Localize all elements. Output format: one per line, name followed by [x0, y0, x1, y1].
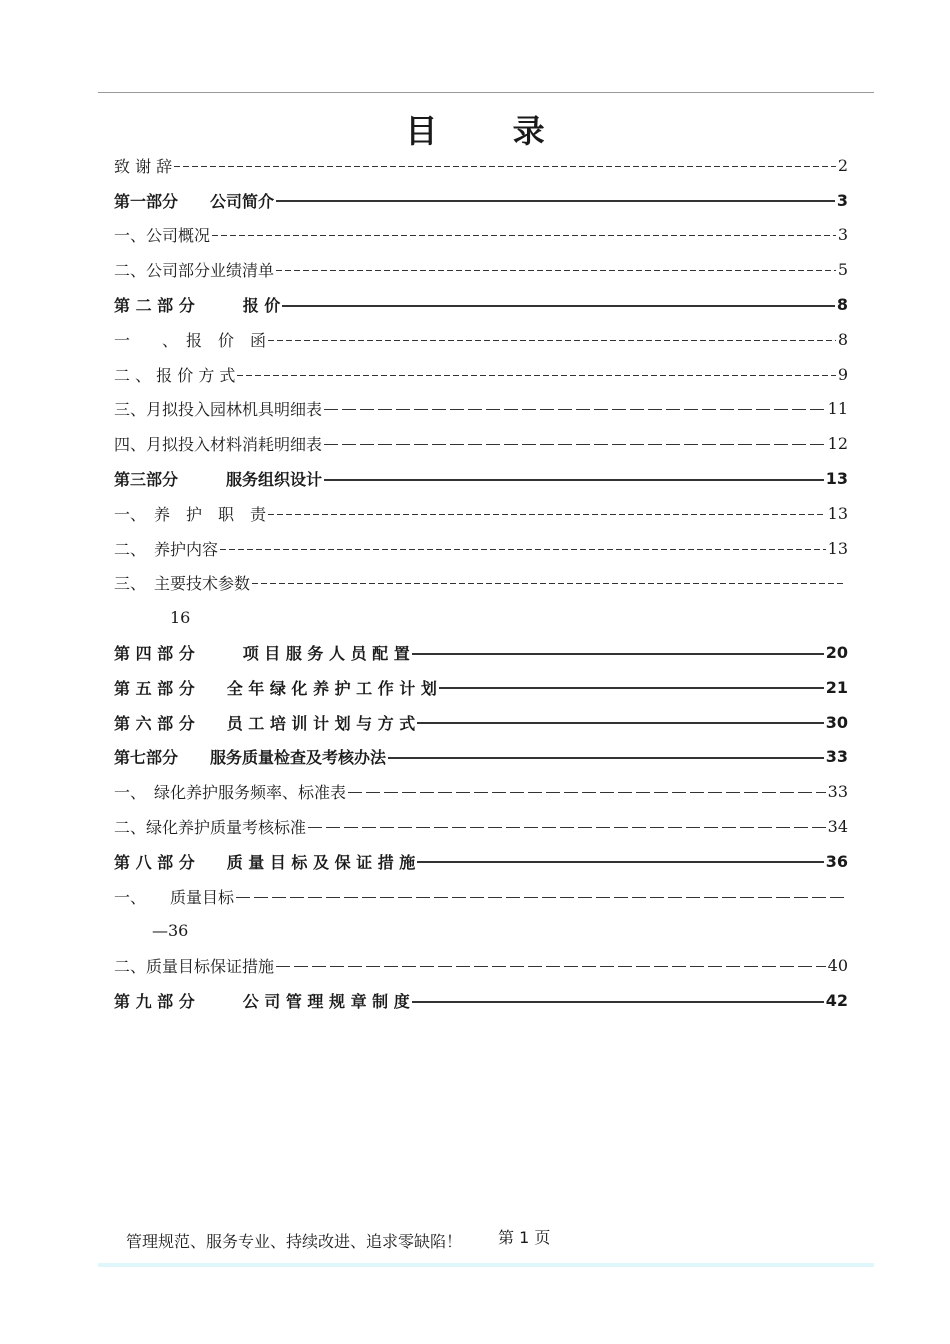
toc-entry-label: 第 六 部 分 员 工 培 训 计 划 与 方 式	[114, 713, 416, 733]
toc-entry-label: 一、 绿化养护服务频率、标准表	[114, 783, 347, 803]
toc-page-number: 2	[837, 155, 848, 175]
toc-leader	[439, 687, 824, 689]
toc-entry-label: —36	[152, 921, 189, 941]
toc-entry	[114, 740, 848, 775]
toc-page-number: 11	[827, 399, 848, 419]
toc-page-number: 3	[836, 190, 848, 210]
toc-leader	[388, 757, 824, 759]
toc-page-number: 42	[825, 991, 848, 1011]
page-title: 目 录	[405, 112, 577, 150]
toc-leader	[412, 1001, 824, 1003]
toc-entry	[114, 879, 848, 914]
toc-entry	[114, 461, 848, 496]
footer-page-number: 第 1 页	[498, 1228, 551, 1247]
toc-leader	[417, 722, 823, 724]
toc-leader	[268, 514, 826, 515]
toc-entry-label: 16	[170, 608, 191, 628]
toc-page-number: 3	[837, 225, 848, 245]
toc-entry	[114, 496, 848, 531]
toc-leader	[252, 583, 846, 584]
toc-entry	[114, 531, 848, 566]
toc-page-number: 21	[825, 677, 848, 697]
toc-entry	[114, 774, 848, 809]
footer-slogan: 管理规范、服务专业、持续改进、追求零缺陷！	[126, 1232, 463, 1251]
toc-entry	[114, 322, 848, 357]
toc-entry-label: 二 、 报 价 方 式	[114, 365, 236, 385]
toc-leader	[268, 340, 836, 341]
toc-page-number: 40	[827, 956, 848, 976]
toc-entry	[114, 844, 848, 879]
toc-leader	[220, 549, 826, 550]
toc-page-number: 13	[827, 538, 848, 558]
toc-page-number: 34	[827, 817, 848, 837]
toc-leader	[324, 444, 826, 445]
toc-entry	[114, 357, 848, 392]
toc-leader	[282, 305, 835, 307]
toc-entry-label: 第 二 部 分 报 价	[114, 296, 281, 316]
toc-entry-label: 一、 质量目标	[114, 887, 235, 907]
toc-page-number: 20	[825, 643, 848, 663]
toc-entry-label: 四、月拟投入材料消耗明细表	[114, 435, 323, 455]
toc-leader	[237, 375, 835, 376]
toc-entry	[114, 983, 848, 1018]
toc-entry	[114, 392, 848, 427]
toc-entry	[114, 948, 848, 983]
toc-entry-label: 一 、 报 价 函	[114, 330, 267, 350]
toc-entry	[114, 148, 848, 183]
table-of-contents	[114, 148, 848, 1018]
toc-page-number: 9	[837, 364, 848, 384]
toc-entry-label: 二、公司部分业绩清单	[114, 261, 275, 281]
toc-entry-label: 致 谢 辞	[114, 156, 173, 176]
toc-entry	[114, 705, 848, 740]
toc-entry-label: 第 五 部 分 全 年 绿 化 养 护 工 作 计 划	[114, 678, 437, 698]
footer-rule	[98, 1263, 874, 1267]
toc-leader	[417, 861, 823, 863]
toc-leader	[324, 409, 826, 410]
toc-entry-label: 三、月拟投入园林机具明细表	[114, 400, 323, 420]
toc-entry	[114, 809, 848, 844]
toc-entry-label: 一、 养 护 职 责	[114, 504, 267, 524]
toc-page-number: 33	[825, 747, 848, 767]
toc-entry-label: 第 八 部 分 质 量 目 标 及 保 证 措 施	[114, 852, 416, 872]
toc-entry-label: 二、 养护内容	[114, 539, 219, 559]
toc-entry-label: 三、 主要技术参数	[114, 574, 251, 594]
toc-leader	[174, 166, 836, 167]
toc-entry-label: 第七部分 服务质量检查及考核办法	[114, 748, 387, 768]
toc-page-number: 5	[837, 260, 848, 280]
toc-entry	[114, 914, 848, 949]
toc-entry	[114, 566, 848, 601]
toc-entry-label: 第 九 部 分 公 司 管 理 规 章 制 度	[114, 992, 410, 1012]
toc-leader	[276, 966, 826, 967]
toc-page-number: 30	[825, 712, 848, 732]
toc-entry	[114, 218, 848, 253]
toc-entry-label: 一、公司概况	[114, 226, 211, 246]
toc-entry-label: 第 四 部 分 项 目 服 务 人 员 配 置	[114, 644, 410, 664]
toc-entry	[114, 426, 848, 461]
toc-entry-label: 第三部分 服务组织设计	[114, 470, 323, 490]
toc-page-number: 12	[827, 434, 848, 454]
toc-page-number: 8	[836, 295, 848, 315]
toc-entry-label: 二、绿化养护质量考核标准	[114, 818, 307, 838]
header-rule	[98, 92, 874, 93]
toc-leader	[276, 200, 835, 202]
toc-leader	[412, 653, 824, 655]
toc-page-number: 36	[825, 851, 848, 871]
toc-page-number: 13	[825, 469, 848, 489]
toc-page-number: 33	[827, 782, 848, 802]
toc-leader	[276, 270, 836, 271]
toc-leader	[212, 235, 836, 236]
toc-leader	[348, 792, 826, 793]
toc-page-number: 13	[827, 503, 848, 523]
toc-entry	[114, 287, 848, 322]
toc-leader	[236, 897, 846, 898]
toc-entry	[114, 600, 848, 635]
toc-entry	[114, 183, 848, 218]
toc-page-number: 8	[837, 329, 848, 349]
toc-entry	[114, 252, 848, 287]
toc-entry	[114, 670, 848, 705]
toc-entry-label: 二、质量目标保证措施	[114, 957, 275, 977]
toc-entry	[114, 635, 848, 670]
toc-leader	[308, 827, 826, 828]
toc-leader	[324, 479, 824, 481]
toc-entry-label: 第一部分 公司简介	[114, 191, 275, 211]
